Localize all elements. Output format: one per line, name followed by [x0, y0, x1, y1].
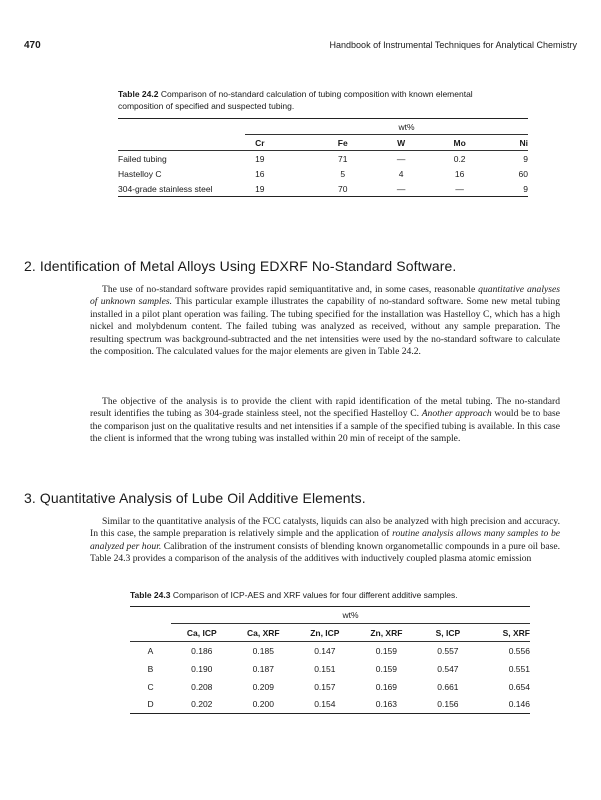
table-cell: 0.557	[437, 645, 459, 656]
table-cell: 0.209	[252, 681, 274, 692]
paragraph	[90, 396, 560, 446]
table-caption-text: Comparison of ICP-AES and XRF values for four different additive samples.	[172, 590, 458, 600]
col-header: Zn, ICP	[310, 627, 340, 638]
row-label: 304-grade stainless steel	[118, 183, 213, 194]
table-unit: wt%	[171, 607, 530, 624]
row-label: B	[147, 663, 154, 674]
table-cell: 0.146	[508, 699, 530, 710]
table-cell: 0.187	[252, 663, 274, 674]
table-cell: 0.154	[314, 699, 336, 710]
col-header: Zn, XRF	[370, 627, 403, 638]
table-label: Table 24.3	[130, 590, 171, 600]
table-row	[130, 696, 530, 714]
table-cell: 16	[255, 168, 265, 179]
table-cell: 0.551	[508, 663, 530, 674]
col-header: Cr	[255, 137, 265, 148]
running-head: Handbook of Instrumental Techniques for Analytical Chemistry	[329, 40, 577, 50]
table-24-3-caption	[130, 589, 550, 601]
table-header-row	[130, 624, 530, 642]
table-cell: 0.163	[375, 699, 398, 710]
table-unit: wt%	[245, 119, 528, 135]
table-cell: 4	[398, 168, 404, 179]
col-header: Ca, XRF	[247, 627, 280, 638]
section-heading: 2. Identification of Metal Alloys Using EDXRF No-Standard Software.	[24, 258, 457, 274]
col-header: Mo	[453, 137, 466, 148]
table-cell: 0.185	[252, 645, 274, 656]
text-run: Similar to the quantitative analysis of the FCC catalysts, liquids can also be analyzed with high precision and accuracy. In this case, the sample preparation is relatively simple and the application of	[90, 516, 560, 540]
table-cell: 0.157	[314, 681, 336, 692]
table-cell: 16	[454, 168, 465, 179]
table-cell: 19	[255, 183, 265, 194]
table-cell: 19	[255, 153, 265, 164]
col-header: S, ICP	[435, 627, 461, 638]
table-cell: 0.151	[314, 663, 336, 674]
table-cell: 0.208	[191, 681, 213, 692]
text-run: Calibration of the instrument consists of blending known organometallic compounds in a pure oil base. Table 24.3 provides a comparison of the analysis of the additives with inductively coupled plasma atomic emission	[90, 540, 560, 565]
table-row	[130, 642, 530, 660]
col-header: Fe	[337, 137, 348, 148]
text-run: This particular example illustrates the capability of no-standard software. Some new metal tubing installed in a pilot plant operation was failing. The tubing specified for the installation was Hastelloy C, which has a high nickel and molybdenum content. The failed tubing was analyzed as received, without any sample preparation. The resulting spectrum was background-subtracted and the net intensities were used by the no-standard software to calculate the composition. The calculated values for the major elements are given in Table 24.2.	[90, 296, 560, 358]
table-cell: 0.159	[375, 645, 398, 656]
table-row	[118, 166, 528, 181]
text-run: would be to base the comparison just on the qualitative results and net intensities if a sample of the specified tubing is available. In this case the client is informed that the wrong tubing was installed within 20 min of receipt of the sample.	[90, 408, 560, 445]
table-header-row	[118, 135, 528, 151]
table-label: Table 24.2	[118, 89, 159, 99]
table-24-3	[130, 606, 530, 714]
table-cell: 0.202	[191, 699, 213, 710]
page-number: 470	[24, 40, 41, 51]
table-cell: 9	[523, 183, 528, 194]
col-header: Ni	[519, 137, 528, 148]
table-cell: 0.200	[252, 699, 274, 710]
table-cell: 60	[518, 168, 528, 179]
section-heading: 3. Quantitative Analysis of Lube Oil Additive Elements.	[24, 490, 366, 506]
table-cell: 5	[340, 168, 346, 179]
col-header: W	[397, 137, 406, 148]
table-unit-row	[130, 607, 530, 624]
table-cell: 0.169	[375, 681, 398, 692]
text-run: The use of no-standard software provides rapid semiquantitative and, in some cases, reasonable	[102, 284, 479, 295]
table-row	[130, 660, 530, 678]
page-header	[24, 40, 577, 54]
col-header: S, XRF	[502, 627, 530, 638]
table-cell: 70	[338, 183, 348, 194]
row-label: D	[147, 699, 154, 710]
table-unit-row	[118, 119, 528, 135]
table-caption-text: Comparison of no-standard calculation of tubing composition with known elemental composition of specified and suspected tubing.	[118, 89, 473, 111]
paragraph	[90, 516, 560, 566]
table-cell: 0.556	[508, 645, 530, 656]
table-24-2	[118, 118, 528, 197]
row-label: Failed tubing	[118, 153, 167, 164]
table-row	[118, 151, 528, 167]
table-cell: 0.190	[191, 663, 213, 674]
row-label: C	[147, 681, 154, 692]
row-label: A	[147, 645, 154, 656]
paragraph	[90, 284, 560, 358]
table-cell: 0.147	[314, 645, 336, 656]
text-run-italic: Another approach	[421, 408, 492, 420]
table-cell: 0.661	[437, 681, 459, 692]
table-cell: —	[396, 183, 406, 194]
table-row	[118, 181, 528, 197]
table-cell: —	[455, 183, 464, 194]
text-run-italic: routine analysis allows many samples to be analyzed per hour.	[90, 528, 560, 552]
text-run: The objective of the analysis is to provide the client with rapid identification of the metal tubing. The no-standard result identifies the tubing as 304-grade stainless steel, not the specified Hastelloy C.	[90, 396, 560, 420]
table-cell: 0.186	[191, 645, 213, 656]
table-cell: 9	[523, 153, 528, 164]
table-row	[130, 678, 530, 696]
table-cell: 0.156	[437, 699, 459, 710]
table-24-2-caption	[118, 88, 488, 112]
table-cell: 0.547	[437, 663, 459, 674]
col-header: Ca, ICP	[186, 627, 217, 638]
table-cell: 71	[338, 153, 348, 164]
table-cell: 0.654	[508, 681, 530, 692]
table-cell: 0.2	[453, 153, 466, 164]
table-cell: —	[396, 153, 406, 164]
row-label: Hastelloy C	[118, 168, 162, 179]
text-run-italic: quantitative analyses of unknown samples.	[90, 284, 560, 308]
table-cell: 0.159	[375, 663, 398, 674]
